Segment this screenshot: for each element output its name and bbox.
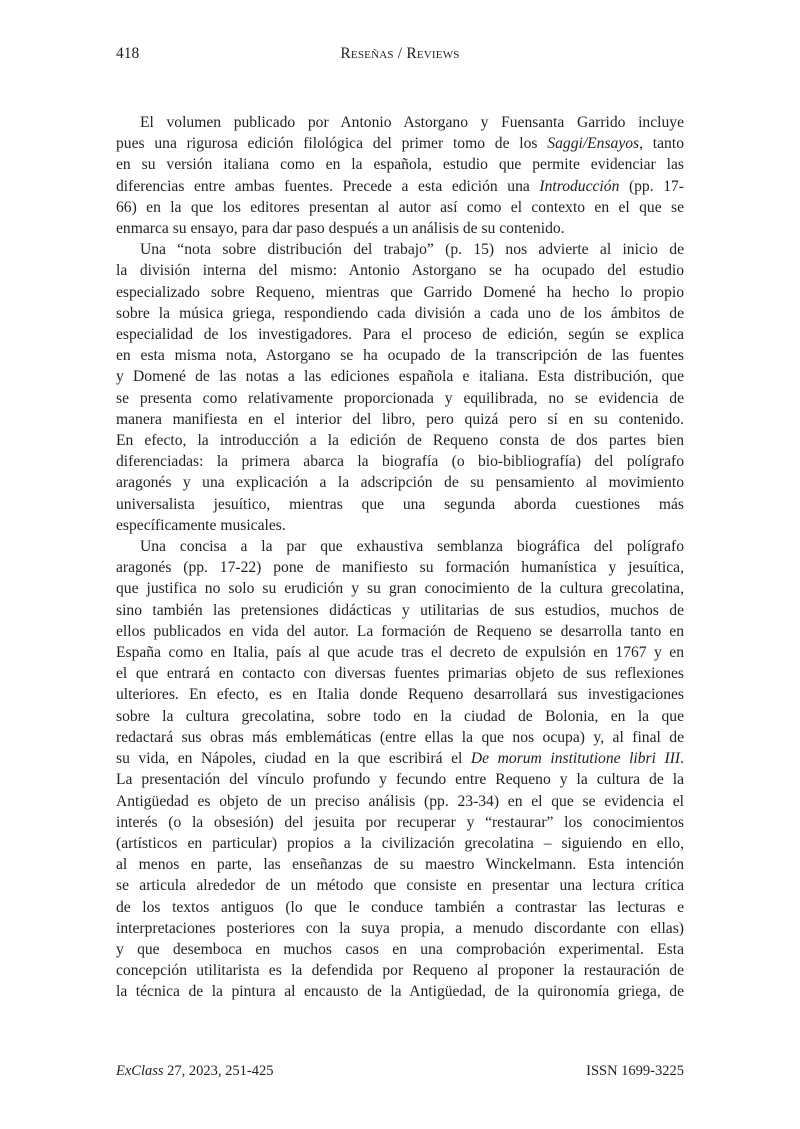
text-line: El volumen publicado por Antonio Astorgano y Fuensanta Garrido incluye [140,114,684,131]
text-line: que justifica no solo su erudición y su gran conocimiento de la cultura grecolatina, [116,580,684,598]
text-line: de los textos antiguos (lo que le conduce también a contrastar las lecturas e [116,898,684,916]
text-line: sobre la música griega, respondiendo cada división a cada uno de los ámbitos de [116,304,684,322]
text-line: En efecto, la introducción a la edición de Requeno consta de dos partes bien [116,432,684,450]
journal-citation [116,1063,274,1080]
page-number: 418 [116,45,140,62]
paragraph [116,112,684,239]
text-line: se articula alrededor de un método que consiste en presentar una lectura crítica [116,877,684,895]
paragraph [116,536,684,1002]
text-line: universalista jesuítico, mientras que una segunda aborda cuestiones más [116,495,684,513]
text-line: especializado sobre Requeno, mientras que Garrido Domené ha hecho lo propio [116,283,684,301]
text-line: aragonés (pp. 17-22) pone de manifiesto su formación humanística y jesuítica, [116,559,684,577]
italic-title: Introducción [539,177,620,195]
text-line: aragonés y una explicación a la adscripción de su pensamiento al movimiento [116,474,684,492]
text-line: manera manifiesta en el interior del libro, pero quizá pero sí en su contenido. [116,410,684,428]
text-line: ulteriores. En efecto, es en Italia donde Requeno desarrollará sus investigaciones [116,686,684,704]
text-line: su vida, en Nápoles, ciudad en la que escribirá el De morum institutione libri III. [116,750,685,768]
text-line: específicamente musicales. [116,516,286,534]
text-line: la división interna del mismo: Antonio Astorgano se ha ocupado del estudio [116,262,684,280]
text-line: interés (o la obsesión) del jesuita por recuperar y “restaurar” los conocimientos [116,813,684,831]
text-line: pues una rigurosa edición filológica del primer tomo de los Saggi/Ensayos, tanto [116,135,684,153]
volume-pages: 27, 2023, 251-425 [163,1063,274,1079]
text-line: diferenciadas: la primera abarca la biografía (o bio-bibliografía) del polígrafo [116,453,684,471]
text-line: España como en Italia, país al que acude tras el decreto de expulsión en 1767 y en [116,644,684,662]
running-head: Reseñas / Reviews [340,45,460,62]
text-line: La presentación del vínculo profundo y fecundo entre Requeno y la cultura de la [116,771,684,789]
text-line: concepción utilitarista es la defendida por Requeno al proponer la restauración de [116,962,684,980]
text-line: (artísticos en particular) propios a la civilización grecolatina – siguiendo en ello, [116,834,684,852]
text-line: sobre la cultura grecolatina, sobre todo en la ciudad de Bolonia, en la que [116,707,684,725]
text-line: Una “nota sobre distribución del trabajo” (p. 15) nos advierte al inicio de [140,241,684,259]
text-line: interpretaciones posteriores con la suya propia, a menudo discordante con ellas) [116,919,684,937]
text-line: se presenta como relativamente proporcionada y equilibrada, no se evidencia de [116,389,684,407]
page-header [116,45,684,67]
text-line: y que desemboca en muchos casos en una comprobación experimental. Esta [116,940,684,958]
text-line: el que entrará en contacto con diversas fuentes primarias objeto de sus reflexiones [116,665,684,683]
italic-title: De morum institutione libri III [470,750,681,768]
paragraph [116,239,684,536]
text-line: y Domené de las notas a las ediciones española e italiana. Esta distribución, que [116,368,684,386]
text-line: diferencias entre ambas fuentes. Precede a esta edición una Introducción (pp. 17- [116,177,684,195]
text-line: ellos publicados en vida del autor. La formación de Requeno se desarrolla tanto en [116,622,684,640]
italic-title: Saggi/Ensayos [547,135,640,153]
text-line: en su versión italiana como en la española, estudio que permite evidenciar las [116,156,684,174]
body-text [116,112,684,1003]
text-line: Una concisa a la par que exhaustiva semblanza biográfica del polígrafo [140,538,684,556]
text-line: al menos en parte, las enseñanzas de su maestro Winckelmann. Esta intención [116,856,684,874]
text-line: redactará sus obras más emblemáticas (entre ellas la que nos ocupa) y, al final de [116,728,684,746]
text-line: sino también las pretensiones didácticas y utilitarias de sus estudios, muchos de [116,601,684,619]
text-line: especialidad de los investigadores. Para el proceso de edición, según se explica [116,326,684,344]
text-line: Antigüedad es objeto de un preciso análisis (pp. 23-34) en el que se evidencia el [116,792,684,810]
text-line: 66) en la que los editores presentan al autor así como el contexto en el que se [116,198,684,216]
text-line: en esta misma nota, Astorgano se ha ocupado de la transcripción de las fuentes [116,347,684,365]
text-line: la técnica de la pintura al encausto de la Antigüedad, de la quironomía griega, de [116,983,684,1001]
journal-name: ExClass [116,1063,164,1079]
issn: ISSN 1699-3225 [586,1063,684,1079]
text-line: enmarca su ensayo, para dar paso después a un análisis de su contenido. [116,220,565,238]
